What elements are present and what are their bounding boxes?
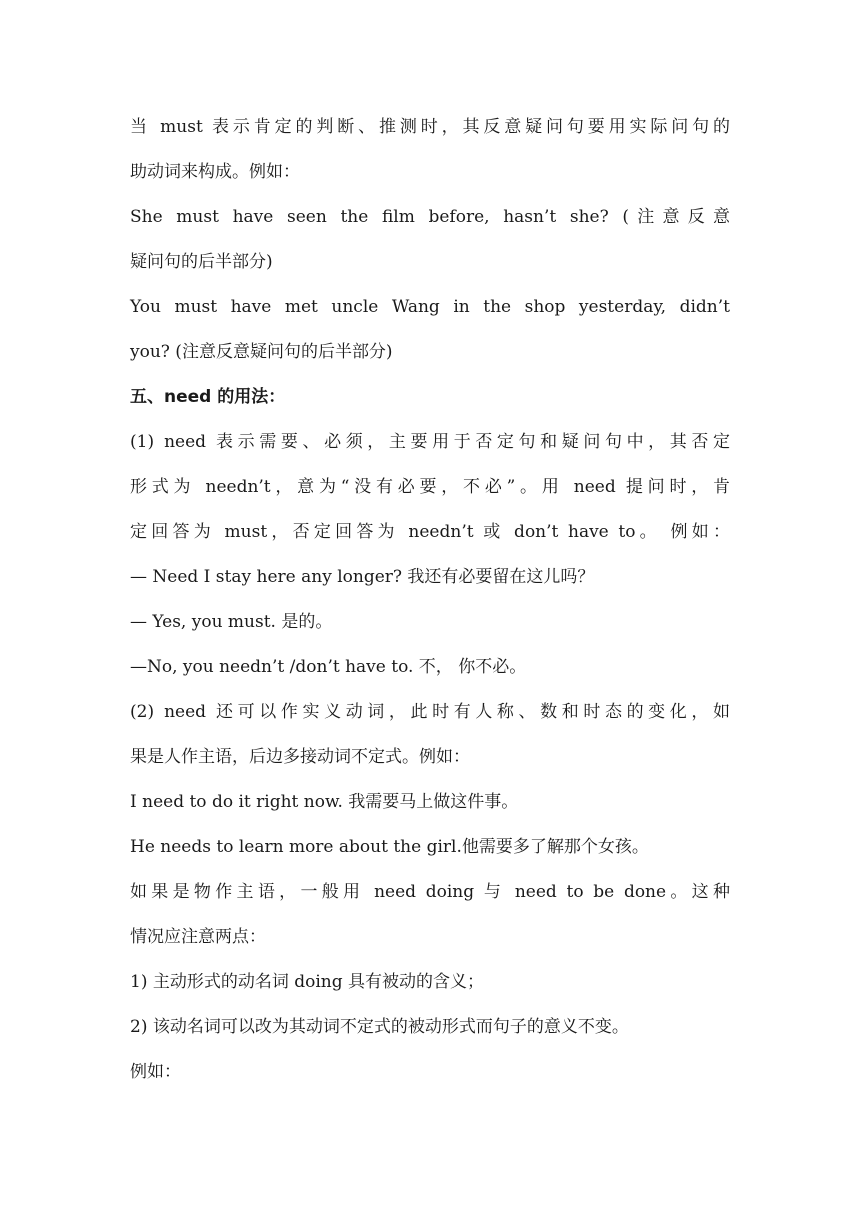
- text-line: 如果是物作主语，一般用 need doing 与 need to be done。这种: [130, 882, 730, 902]
- text-line: 定回答为 must，否定回答为 needn’t 或 don’t have to。 例如：: [130, 522, 730, 542]
- paragraph-2: [130, 203, 730, 293]
- text-line: 当 must 表示肯定的判断、推测时，其反意疑问句要用实际问句的: [130, 117, 730, 137]
- text-line: 疑问句的后半部分): [130, 252, 273, 272]
- text-line: You must have met uncle Wang in the shop yesterday, didn’t: [130, 297, 730, 317]
- text-line: She must have seen the film before, hasn’t she? (注意反意: [130, 207, 730, 227]
- paragraph-1: [130, 113, 730, 203]
- dialogue-line: — Yes, you must. 是的。: [130, 612, 333, 632]
- text-line: 果是人作主语，后边多接动词不定式。例如：: [130, 747, 470, 767]
- paragraph-12: [130, 878, 730, 968]
- text-line: 助动词来构成。例如：: [130, 162, 300, 182]
- example-line: I need to do it right now. 我需要马上做这件事。: [130, 792, 519, 812]
- list-item: 1) 主动形式的动名词 doing 具有被动的含义；: [130, 972, 485, 992]
- section-heading: 五、need 的用法：: [130, 387, 286, 407]
- document-page: [130, 113, 730, 1103]
- paragraph-9: [130, 698, 730, 788]
- dialogue-line: —No, you needn’t /don’t have to. 不， 你不必。: [130, 657, 527, 677]
- list-item: 2) 该动名词可以改为其动词不定式的被动形式而句子的意义不变。: [130, 1017, 629, 1037]
- text-line: (2) need 还可以作实义动词，此时有人称、数和时态的变化，如: [130, 702, 730, 722]
- example-line: He needs to learn more about the girl.他需要多了解那个女孩。: [130, 837, 649, 857]
- text-line: 形式为 needn’t，意为“没有必要，不必”。用 need 提问时，肯: [130, 477, 730, 497]
- text-line: 例如：: [130, 1062, 181, 1082]
- text-line: you? (注意反意疑问句的后半部分): [130, 342, 393, 362]
- paragraph-5: [130, 428, 730, 563]
- paragraph-14: [130, 1013, 730, 1103]
- text-line: 情况应注意两点：: [130, 927, 266, 947]
- text-line: (1) need 表示需要、必须，主要用于否定句和疑问句中，其否定: [130, 432, 730, 452]
- paragraph-3: [130, 293, 730, 383]
- dialogue-line: — Need I stay here any longer? 我还有必要留在这儿吗？: [130, 567, 595, 587]
